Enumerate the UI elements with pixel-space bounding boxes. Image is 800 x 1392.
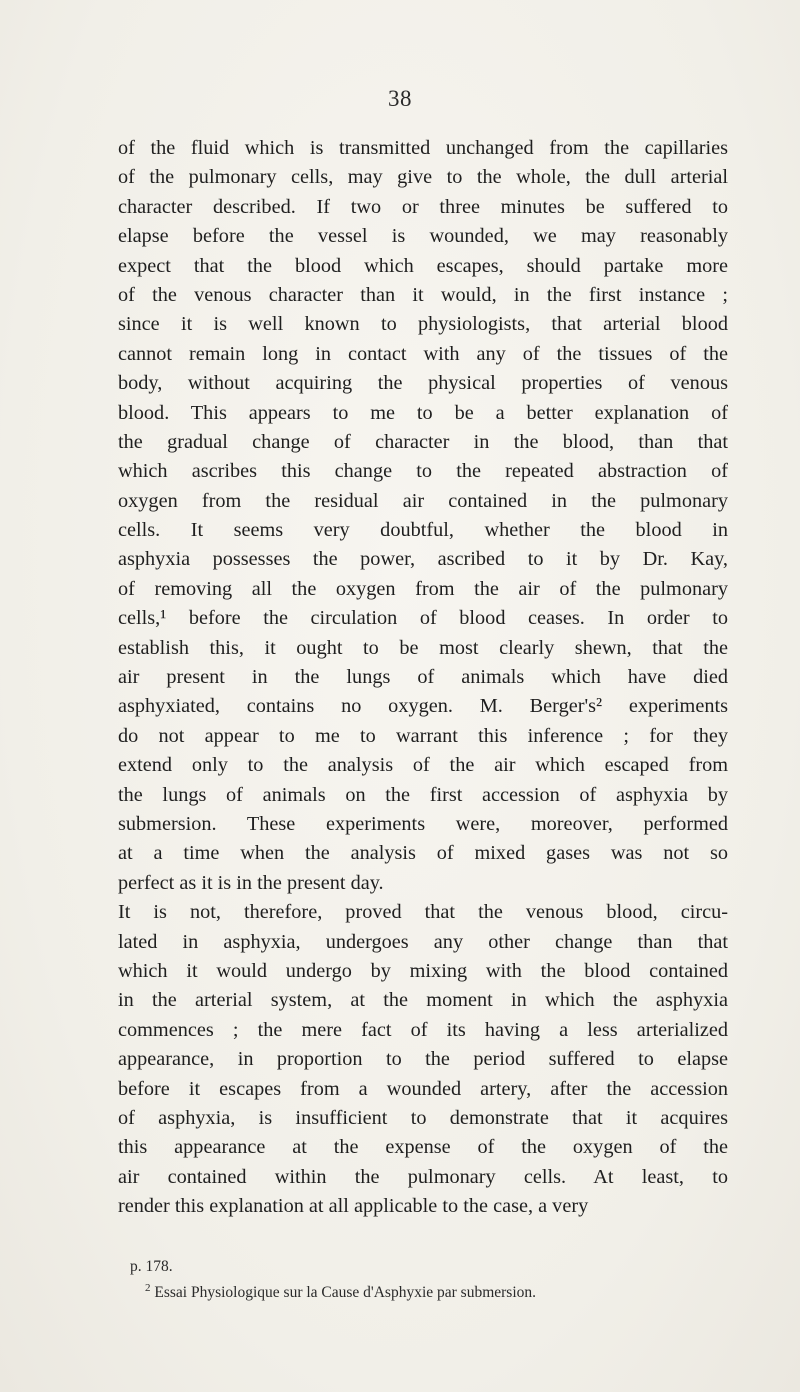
text-line: in the arterial system, at the moment in which the asphyxia <box>118 989 728 1012</box>
text-line: establish this, it ought to be most clearly shewn, that the <box>118 636 728 659</box>
text-line: of the venous character than it would, in the first instance ; <box>118 283 728 306</box>
text-line: submersion. These experiments were, moreover, performed <box>118 812 728 835</box>
text-line: blood. This appears to me to be a better explanation of <box>118 401 728 424</box>
text-line: the lungs of animals on the first accession of asphyxia by <box>118 783 728 806</box>
text-line: oxygen from the residual air contained in the pulmonary <box>118 489 728 512</box>
text-line: which it would undergo by mixing with the blood contained <box>118 959 728 982</box>
text-line: commences ; the mere fact of its having a less arterialized <box>118 1018 728 1041</box>
text-line: of the pulmonary cells, may give to the whole, the dull arterial <box>118 166 728 189</box>
page-number: 38 <box>388 86 412 111</box>
footnote-1-continuation: p. 178. <box>130 1258 173 1275</box>
text-line: of asphyxia, is insufficient to demonstrate that it acquires <box>118 1106 728 1129</box>
text-line: cannot remain long in contact with any of the tissues of the <box>118 342 728 365</box>
text-line: extend only to the analysis of the air which escaped from <box>118 754 728 777</box>
text-line: asphyxiated, contains no oxygen. M. Berger's² experiments <box>118 695 728 718</box>
text-line: since it is well known to physiologists, that arterial blood <box>118 313 728 336</box>
footnote-2-text: Essai Physiologique sur la Cause d'Asphyxie par submersion. <box>154 1284 537 1301</box>
text-line: before it escapes from a wounded artery, after the accession <box>118 1077 728 1100</box>
text-line: cells,¹ before the circulation of blood ceases. In order to <box>118 607 728 630</box>
text-line: expect that the blood which escapes, should partake more <box>118 254 728 277</box>
text-line: at a time when the analysis of mixed gases was not so <box>118 842 728 865</box>
text-line: of removing all the oxygen from the air of the pulmonary <box>118 577 728 600</box>
text-line: asphyxia possesses the power, ascribed to it by Dr. Kay, <box>118 548 728 571</box>
text-line: appearance, in proportion to the period suffered to elapse <box>118 1048 728 1071</box>
text-line: elapse before the vessel is wounded, we may reasonably <box>118 225 728 248</box>
text-line: render this explanation at all applicable to the case, a very <box>118 1195 589 1218</box>
text-line: air present in the lungs of animals which have died <box>118 666 728 689</box>
text-line: lated in asphyxia, undergoes any other change than that <box>118 930 728 953</box>
text-line: the gradual change of character in the blood, than that <box>118 430 728 453</box>
text-line: which ascribes this change to the repeated abstraction of <box>118 460 728 483</box>
text-line: do not appear to me to warrant this inference ; for they <box>118 724 728 747</box>
footnote-2-mark: 2 <box>145 1281 151 1294</box>
footnotes <box>130 1254 730 1306</box>
text-line: air contained within the pulmonary cells. At least, to <box>118 1165 728 1188</box>
text-line: body, without acquiring the physical properties of venous <box>118 372 728 395</box>
text-line: It is not, therefore, proved that the venous blood, circu- <box>118 901 728 924</box>
text-line: cells. It seems very doubtful, whether the blood in <box>118 519 728 542</box>
body-text <box>118 134 728 1221</box>
text-line: this appearance at the expense of the oxygen of the <box>118 1136 728 1159</box>
text-line: character described. If two or three minutes be suffered to <box>118 195 728 218</box>
text-line: perfect as it is in the present day. <box>118 871 384 894</box>
text-line: of the fluid which is transmitted unchanged from the capillaries <box>118 137 728 159</box>
footnote-2 <box>130 1280 730 1306</box>
